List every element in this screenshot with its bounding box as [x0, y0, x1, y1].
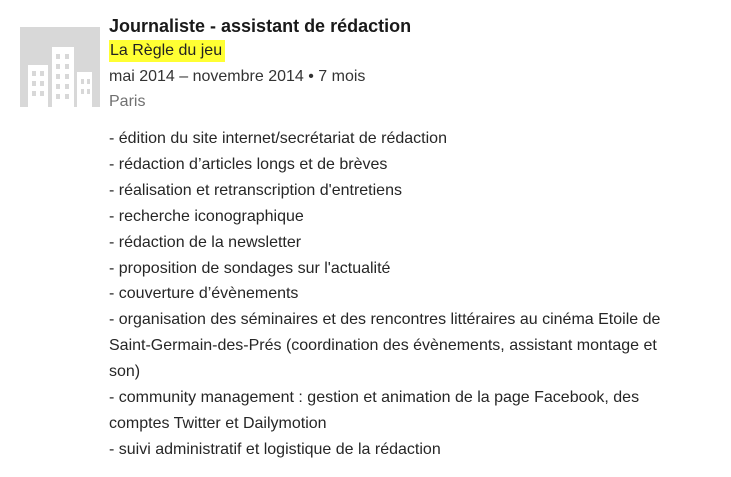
- description-line: - réalisation et retranscription d'entretiens: [109, 181, 402, 199]
- description-line: - rédaction d’articles longs et de brèves: [109, 155, 388, 173]
- description-line: comptes Twitter et Dailymotion: [109, 414, 327, 432]
- description-line: - édition du site internet/secrétariat de rédaction: [109, 130, 447, 147]
- job-description: [109, 126, 725, 463]
- company-name-highlight[interactable]: [109, 40, 225, 62]
- company-row: [109, 40, 725, 62]
- description-line: - recherche iconographique: [109, 207, 304, 225]
- description-line: - rédaction de la newsletter: [109, 233, 302, 251]
- building-placeholder-icon: [20, 27, 100, 107]
- description-line: son): [109, 363, 141, 381]
- description-line: - community management : gestion et animation de la page Facebook, des: [109, 389, 640, 407]
- description-line: - proposition de sondages sur l'actualité: [109, 259, 391, 277]
- description-line: Saint-Germain-des-Prés (coordination des évènements, assistant montage et: [109, 337, 657, 355]
- job-location: Paris: [109, 93, 146, 110]
- experience-details: [109, 14, 725, 463]
- description-line: - couverture d’évènements: [109, 285, 299, 303]
- company-logo-placeholder[interactable]: [20, 27, 100, 107]
- job-title: Journaliste - assistant de rédaction: [109, 16, 412, 36]
- description-line: - organisation des séminaires et des rencontres littéraires au cinéma Etoile de: [109, 311, 661, 329]
- description-line: - suivi administratif et logistique de la rédaction: [109, 440, 441, 458]
- company-name[interactable]: La Règle du jeu: [110, 42, 223, 59]
- employment-dates: mai 2014 – novembre 2014 • 7 mois: [109, 68, 366, 85]
